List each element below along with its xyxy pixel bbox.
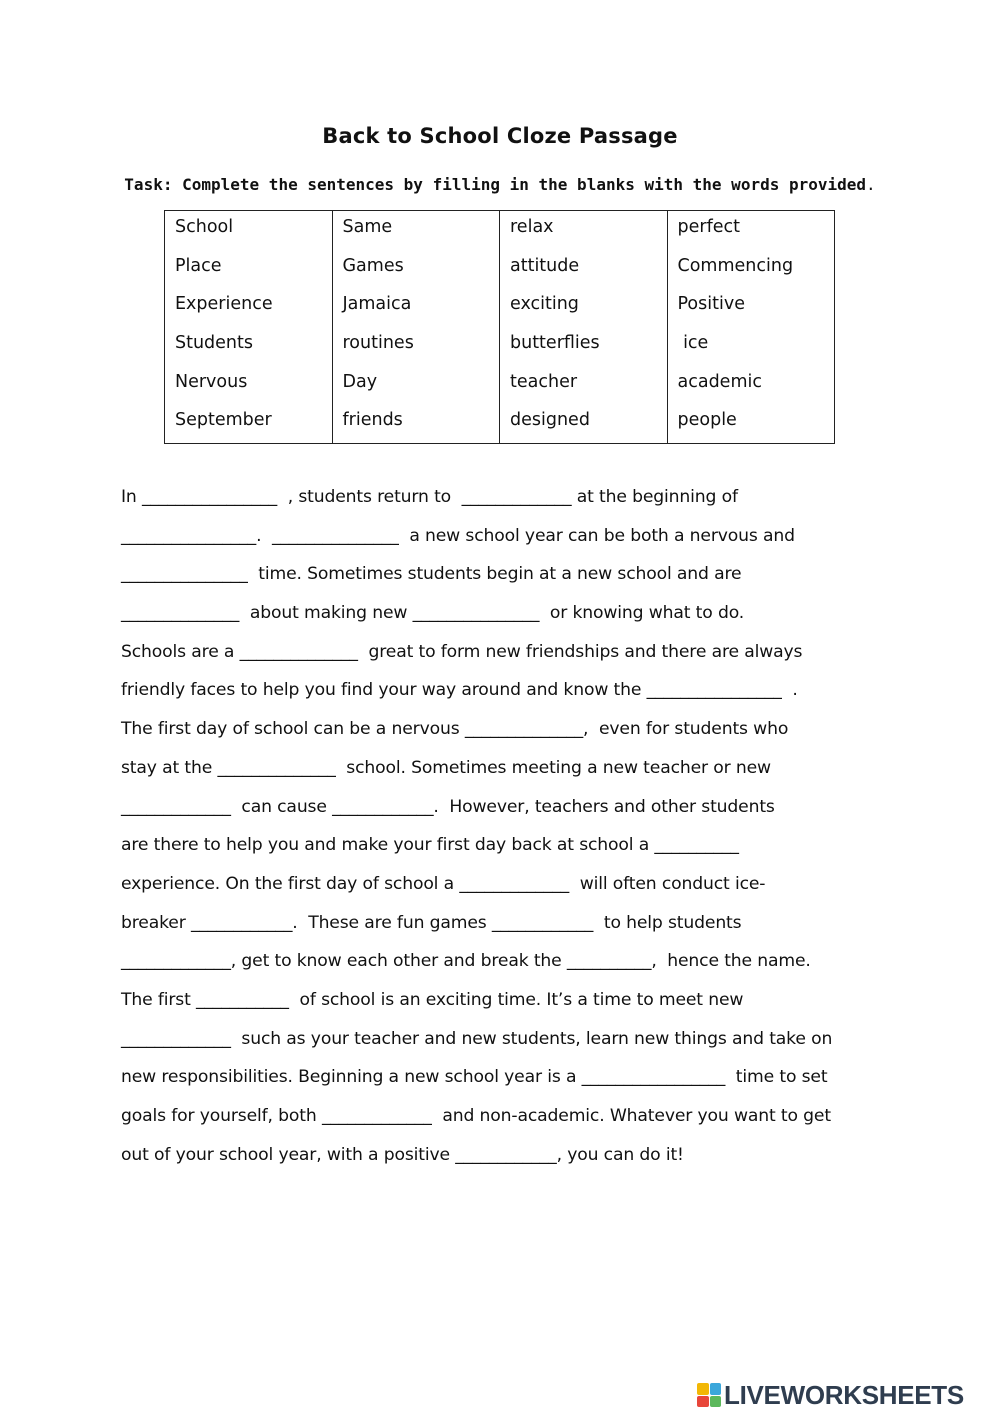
passage-line: _______________ time. Sometimes students begin at a new school and are xyxy=(121,564,742,585)
word-bank-cell: Commencing xyxy=(677,255,794,276)
passage-line: The first ___________ of school is an exciting time. It’s a time to meet new xyxy=(121,989,744,1010)
word-bank-cell: Jamaica xyxy=(342,294,412,315)
word-bank-cell: Students xyxy=(175,333,254,354)
passage-line: out of your school year, with a positive ____________, you can do it! xyxy=(121,1144,684,1165)
passage-line: friendly faces to help you find your way around and know the ________________ . xyxy=(121,680,798,701)
word-bank-cell: School xyxy=(175,217,234,237)
passage-line: new responsibilities. Beginning a new school year is a _________________ time to set xyxy=(121,1067,828,1088)
word-bank-table xyxy=(164,210,835,444)
task-text: Complete the sentences by filling in the blanks with the words provided xyxy=(182,175,867,194)
word-bank-cell: designed xyxy=(510,410,590,431)
task-label: Task: xyxy=(124,175,173,194)
passage-line: ________________. _______________ a new school year can be both a nervous and xyxy=(121,525,795,546)
word-bank-cell: teacher xyxy=(510,371,578,392)
word-bank-cell: September xyxy=(175,410,272,431)
word-bank-cell: butterflies xyxy=(510,333,600,354)
word-bank-cell: Experience xyxy=(175,294,273,315)
word-bank-cell: perfect xyxy=(677,217,740,237)
word-bank-cell: routines xyxy=(342,333,414,354)
word-bank-cell: relax xyxy=(510,217,554,237)
logo-block xyxy=(710,1383,722,1395)
passage-line: stay at the ______________ school. Sometimes meeting a new teacher or new xyxy=(121,757,771,778)
logo-text: LIVEWORKSHEETS xyxy=(724,1379,964,1410)
page-title: Back to School Cloze Passage xyxy=(322,124,678,148)
word-bank-column xyxy=(500,211,668,443)
task-end: . xyxy=(866,175,876,194)
task-instruction xyxy=(0,175,1000,194)
passage-line: _____________, get to know each other and break the __________, hence the name. xyxy=(121,951,811,972)
word-bank-cell: Same xyxy=(342,217,393,237)
word-bank-cell: friends xyxy=(342,410,403,431)
passage-line: Schools are a ______________ great to form new friendships and there are always xyxy=(121,641,803,662)
word-bank-cell: Place xyxy=(175,255,222,276)
word-bank-cell: Nervous xyxy=(175,371,248,392)
cloze-passage xyxy=(121,484,891,1180)
word-bank-cell: academic xyxy=(677,371,762,392)
word-bank-cell: exciting xyxy=(510,294,579,315)
passage-line: _____________ can cause ____________. However, teachers and other students xyxy=(121,796,775,817)
passage-line: experience. On the first day of school a _____________ will often conduct ice- xyxy=(121,873,766,894)
passage-line: _____________ such as your teacher and new students, learn new things and take on xyxy=(121,1028,833,1049)
passage-line: are there to help you and make your first day back at school a __________ xyxy=(121,835,739,856)
passage-line: The first day of school can be a nervous ______________, even for students who xyxy=(121,719,789,740)
passage-line: In ________________ , students return to _____________ at the beginning of xyxy=(121,487,738,507)
passage-line: ______________ about making new _______________ or knowing what to do. xyxy=(121,603,745,624)
word-bank-cell: Games xyxy=(342,255,404,276)
word-bank-cell: ice xyxy=(677,333,709,354)
logo-block xyxy=(697,1396,709,1408)
passage-line: goals for yourself, both _____________ and non-academic. Whatever you want to get xyxy=(121,1106,831,1126)
logo-blocks-icon xyxy=(697,1383,721,1407)
word-bank-cell: people xyxy=(677,410,737,431)
word-bank-column xyxy=(668,211,835,443)
liveworksheets-logo[interactable] xyxy=(697,1380,964,1410)
word-bank-column xyxy=(333,211,501,443)
logo-block xyxy=(710,1396,722,1408)
word-bank-cell: Positive xyxy=(677,294,745,315)
word-bank-cell: Day xyxy=(342,371,378,392)
logo-block xyxy=(697,1383,709,1395)
passage-line: breaker ____________. These are fun games ____________ to help students xyxy=(121,912,742,933)
word-bank-cell: attitude xyxy=(510,255,580,276)
word-bank-column xyxy=(165,211,333,443)
